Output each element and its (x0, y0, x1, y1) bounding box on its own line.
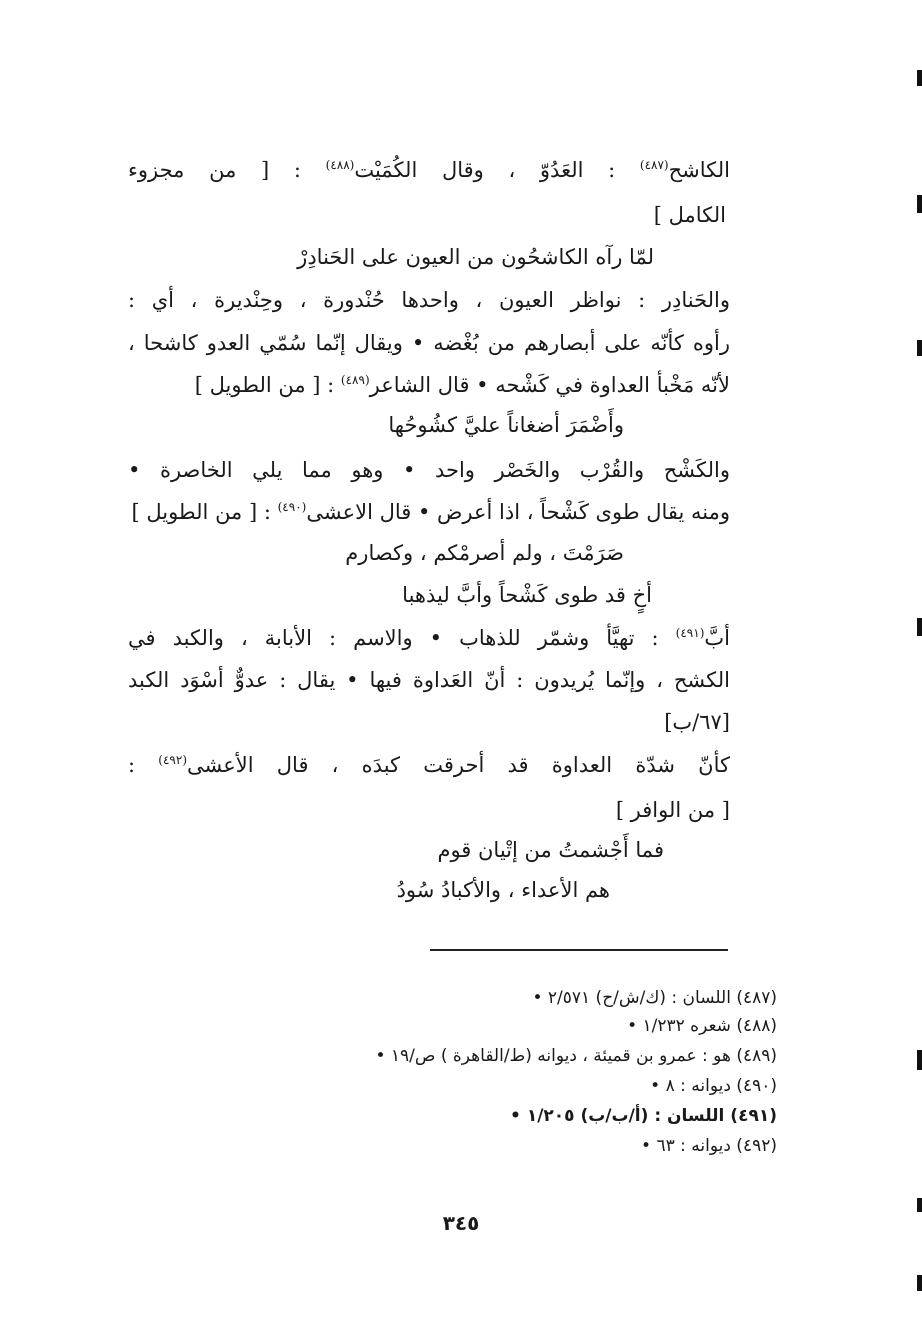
body-line (128, 623, 730, 653)
footnote: (٤٩١) اللسان : (أ/ب/ب) ١/٢٠٥ • (510, 1106, 777, 1126)
footnote-ref[interactable]: (٤٨٩) (340, 373, 370, 387)
folio-marker: [٦٧/ب] (664, 710, 730, 734)
line-text: كأنّ شدّة العداوة قد أحرقت كبدَه ، قال الأعشى (187, 753, 730, 777)
footnote: (٤٨٩) هو : عمرو بن قميئة ، ديوانه (ط/القاهرة ) ص/١٩ • (375, 1046, 777, 1066)
body-line (131, 497, 730, 527)
line-text: : [ من مجزوء (128, 158, 326, 182)
edge-mark (917, 340, 922, 356)
body-line: والكَشْح والقُرْب والخَصْر واحد • وهو مما يلي الخاصرة • (128, 458, 730, 482)
footnote-ref[interactable]: (٤٩٢) (158, 753, 187, 767)
edge-mark (917, 70, 922, 86)
footnote-ref[interactable]: (٤٩١) (675, 626, 705, 640)
edge-mark (917, 195, 922, 213)
edge-mark (917, 1275, 922, 1291)
headword: أبَّ (704, 626, 730, 650)
footnote-ref[interactable]: (٤٨٧) (639, 158, 669, 172)
body-line: والحَنادِر : نواظر العيون ، واحدها حُنْدورة ، وحِنْديرة ، أي : (128, 288, 730, 312)
footnote-ref[interactable]: (٤٨٨) (325, 158, 355, 172)
line-text: : [ من الطويل ] (131, 500, 278, 524)
body-line: رأوه كأنّه على أبصارهم من بُغْضه • ويقال إنّما سُمّي العدو كاشحا ، (128, 331, 730, 355)
edge-mark (917, 1050, 922, 1070)
line-text: ومنه يقال طوى كَشْحاً ، اذا أعرض • قال الاعشى (306, 500, 730, 524)
verse-line: صَرَمْتَ ، ولم أصرمْكم ، وكصارم (345, 541, 624, 565)
meter-label: [ من الوافر ] (615, 798, 730, 822)
footnote: (٤٨٨) شعره ١/٢٣٢ • (627, 1016, 777, 1036)
page-number: ٣٤٥ (442, 1211, 480, 1235)
verse-line: أخٍ قد طوى كَشْحاً وأبَّ ليذهبا (402, 583, 652, 607)
body-line (128, 750, 730, 780)
headword: الكاشح (668, 158, 730, 182)
verse-line: وأَضْمَرَ أضغاناً عليَّ كشُوحُها (388, 413, 624, 437)
line-text: : (128, 753, 159, 777)
footnote: (٤٩٢) ديوانه : ٦٣ • (641, 1136, 777, 1156)
edge-mark (917, 1198, 922, 1212)
line-text: : [ من الطويل ] (194, 373, 341, 397)
footnote: (٤٨٧) اللسان : (ك/ش/ح) ٢/٥٧١ • (532, 988, 777, 1008)
line-text: لأنّه مَخْبأ العداوة في كَشْحه • قال الشاعر (369, 373, 730, 397)
body-line: الكشح ، وإنّما يُريدون : أنّ العَداوة فيها • يقال : عدوٌّ أسْوَد الكبد (128, 668, 730, 692)
body-line-1 (128, 155, 730, 185)
line-text: : العَدُوّ ، وقال الكُمَيْت (354, 158, 640, 182)
line-text: : تهيَّأ وشمّر للذهاب • والاسم : الأبابة ، والكبد في (128, 626, 676, 650)
verse-line: لمّا رآه الكاشحُون من العيون على الحَنادِرْ (297, 245, 654, 269)
meter-label: الكامل ] (653, 203, 726, 227)
verse-line: هم الأعداء ، والأكبادُ سُودُ (396, 878, 610, 902)
footnote: (٤٩٠) ديوانه : ٨ • (650, 1076, 777, 1096)
verse-line: فما أَجْشمتُ من إتْيان قوم (437, 838, 664, 862)
body-line (195, 370, 730, 400)
edge-mark (917, 618, 922, 636)
footnote-separator (430, 949, 728, 951)
footnote-ref[interactable]: (٤٩٠) (277, 500, 307, 514)
